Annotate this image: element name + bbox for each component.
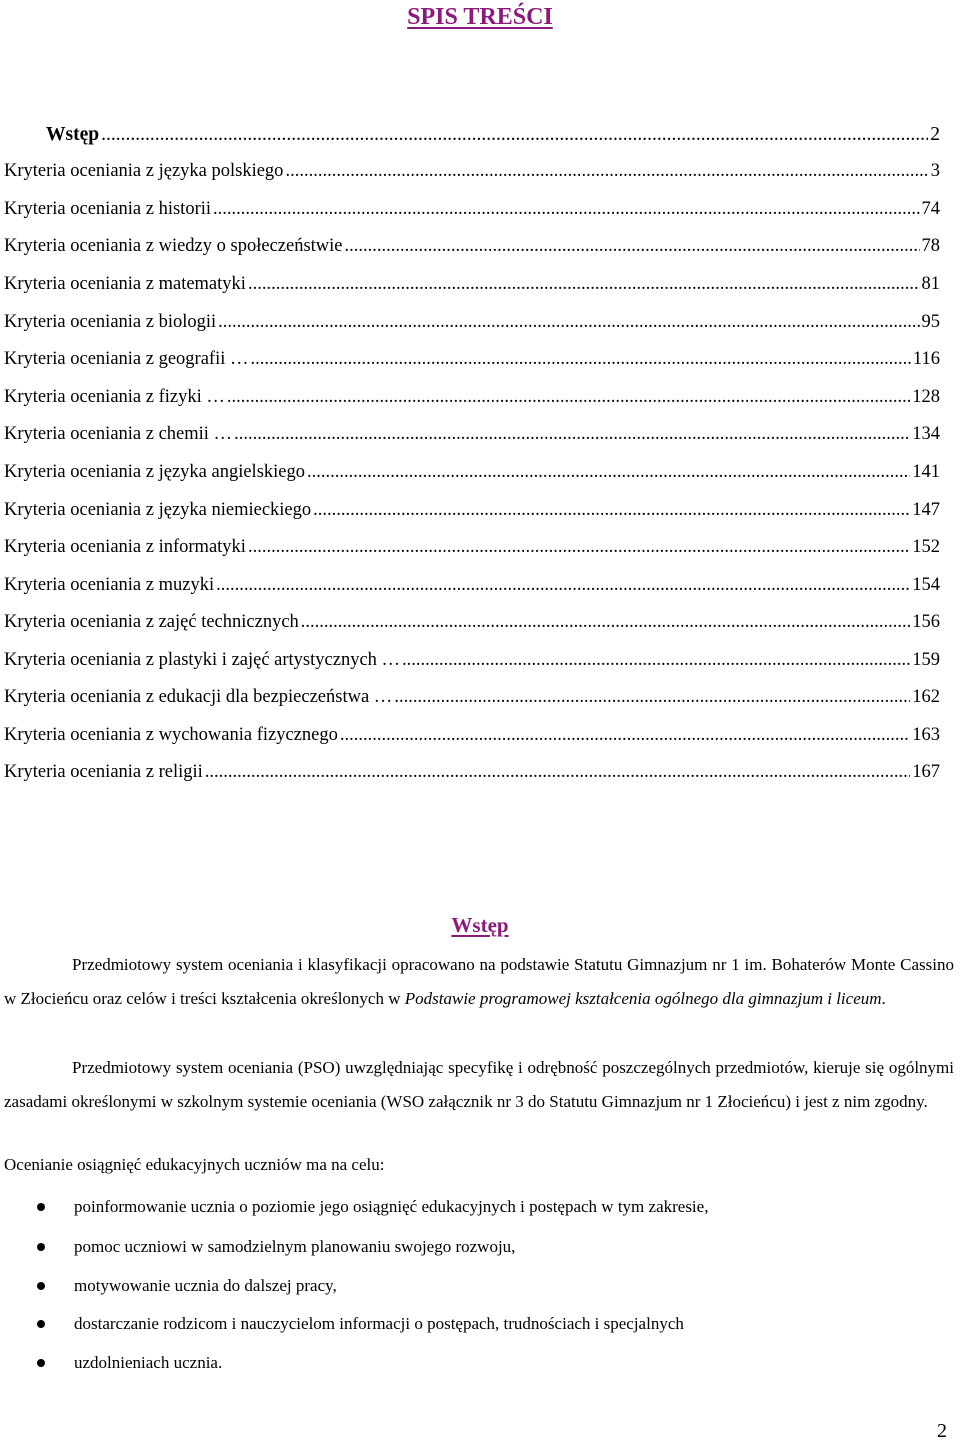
toc-entry-page: 134 (912, 424, 940, 444)
toc-entry (4, 537, 940, 561)
toc-leader-dots (313, 500, 910, 521)
bullet-icon (37, 1203, 45, 1211)
toc-entry-label: Kryteria oceniania z języka polskiego (4, 161, 284, 181)
toc-entry-label: Kryteria oceniania z języka angielskiego (4, 462, 305, 482)
toc-entry (4, 312, 940, 336)
goals-intro: Ocenianie osiągnięć edukacyjnych uczniów ma na celu: (4, 1155, 385, 1174)
toc-entry-label: Kryteria oceniania z informatyki (4, 537, 246, 557)
toc-entry-label: Kryteria oceniania z historii (4, 199, 212, 219)
toc-entry (4, 161, 940, 185)
bullet-icon (37, 1282, 45, 1290)
paragraph-end: . (881, 989, 886, 1008)
toc-entry-label: Kryteria oceniania z religii (4, 762, 203, 782)
toc-entry (4, 199, 940, 223)
toc-entry (4, 687, 940, 711)
toc-leader-dots (340, 725, 910, 746)
toc-entry-page: 74 (921, 199, 940, 219)
toc-leader-dots (248, 537, 910, 558)
list-item-text: dostarczanie rodzicom i nauczycielom informacji o postępach, trudnościach i specjalnych (74, 1314, 684, 1333)
list-item (30, 1235, 930, 1259)
paragraph-text: Przedmiotowy system oceniania (PSO) uwzględniając specyfikę i odrębność poszczególnych przedmiotów, kieruje się ogólnymi zasadami określonymi w szkolnym systemie oceniania (WSO załącznik nr 3 do Statutu Gimnazjum nr 1 Złocieńcu) i jest z nim zgodny. (4, 1058, 954, 1111)
toc-entry-label: Kryteria oceniania z wychowania fizycznego (4, 725, 338, 745)
paragraph-italic-title: Podstawie programowej kształcenia ogólnego dla gimnazjum i liceum (404, 989, 882, 1008)
list-item-text: pomoc uczniowi w samodzielnym planowaniu swojego rozwoju, (74, 1237, 516, 1256)
toc-entry-page: 147 (912, 500, 940, 520)
toc-leader-dots (213, 199, 919, 220)
toc-entry-page: 78 (921, 236, 940, 256)
toc-entry-page: 159 (912, 650, 940, 670)
toc-entry (4, 500, 940, 524)
toc-entry-label: Kryteria oceniania z geografii … (4, 349, 249, 369)
toc-entry (4, 424, 940, 448)
toc-leader-dots (307, 462, 910, 483)
toc-entry-page: 95 (921, 312, 940, 332)
toc-entry-label: Kryteria oceniania z biologii (4, 312, 217, 332)
toc-entry (46, 124, 940, 148)
toc-entry (4, 650, 940, 674)
toc-leader-dots (205, 762, 910, 783)
toc-entry-label: Kryteria oceniania z wiedzy o społeczeństwie (4, 236, 343, 256)
toc-entry-label: Kryteria oceniania z chemii … (4, 424, 233, 444)
page-title: SPIS TREŚCI (407, 4, 553, 30)
list-item-text: poinformowanie ucznia o poziomie jego osiągnięć edukacyjnych i postępach w tym zakresie, (74, 1197, 709, 1216)
toc-entry-page: 162 (912, 687, 940, 707)
toc-entry-label: Kryteria oceniania z fizyki … (4, 387, 225, 407)
list-item (30, 1195, 930, 1219)
section-heading: Wstęp (451, 913, 509, 937)
toc-entry-label: Kryteria oceniania z języka niemieckiego (4, 500, 312, 520)
toc-entry-page: 167 (912, 762, 940, 782)
toc-leader-dots (285, 161, 928, 182)
toc-entry-page: 3 (930, 161, 940, 181)
toc-entry-page: 141 (912, 462, 940, 482)
list-item (30, 1274, 930, 1298)
toc-entry-label: Kryteria oceniania z zajęć technicznych (4, 612, 299, 632)
pso-paragraph (4, 1051, 954, 1119)
toc-entry-page: 154 (912, 575, 940, 595)
toc-leader-dots (394, 687, 910, 708)
toc-entry (4, 349, 940, 373)
toc-entry (4, 575, 940, 599)
bullet-icon (37, 1320, 45, 1328)
toc-leader-dots (248, 274, 920, 295)
toc-entry-page: 163 (912, 725, 940, 745)
toc-entry-label: Kryteria oceniania z matematyki (4, 274, 246, 294)
page-number: 2 (937, 1420, 947, 1442)
toc-entry-label: Wstęp (46, 124, 100, 145)
toc-entry (4, 462, 940, 486)
toc-leader-dots (216, 575, 910, 596)
list-item-text: uzdolnieniach ucznia. (74, 1353, 223, 1372)
list-item (30, 1351, 930, 1375)
toc-leader-dots (301, 612, 910, 633)
paragraph-text: Przedmiotowy system oceniania i klasyfikacji opracowano na podstawie Statutu Gimnazjum nr 1 im. Bohaterów Monte Cassino w Złocieńcu oraz celów i treści kształcenia określonych w (4, 955, 954, 1008)
toc-leader-dots (402, 650, 910, 671)
toc-entry-label: Kryteria oceniania z edukacji dla bezpieczeństwa … (4, 687, 393, 707)
toc-leader-dots (251, 349, 911, 370)
toc-entry-page: 2 (930, 124, 940, 145)
toc-entry-page: 81 (921, 274, 940, 294)
toc-leader-dots (101, 124, 928, 146)
list-item-text: motywowanie ucznia do dalszej pracy, (74, 1276, 337, 1295)
toc-entry-label: Kryteria oceniania z plastyki i zajęć artystycznych … (4, 650, 401, 670)
toc-entry-page: 116 (912, 349, 940, 369)
list-item (30, 1312, 930, 1336)
toc-leader-dots (234, 424, 910, 445)
toc-entry-page: 156 (912, 612, 940, 632)
toc-leader-dots (227, 387, 910, 408)
toc-entry (4, 274, 940, 298)
bullet-icon (37, 1359, 45, 1367)
toc-entry (4, 236, 940, 260)
toc-entry (4, 612, 940, 636)
toc-entry (4, 725, 940, 749)
toc-entry-label: Kryteria oceniania z muzyki (4, 575, 215, 595)
toc-entry-page: 128 (912, 387, 940, 407)
toc-entry (4, 762, 940, 786)
toc-entry (4, 387, 940, 411)
toc-leader-dots (345, 236, 920, 257)
toc-entry-page: 152 (912, 537, 940, 557)
toc-leader-dots (218, 312, 919, 333)
intro-paragraph (4, 948, 954, 1016)
bullet-icon (37, 1243, 45, 1251)
